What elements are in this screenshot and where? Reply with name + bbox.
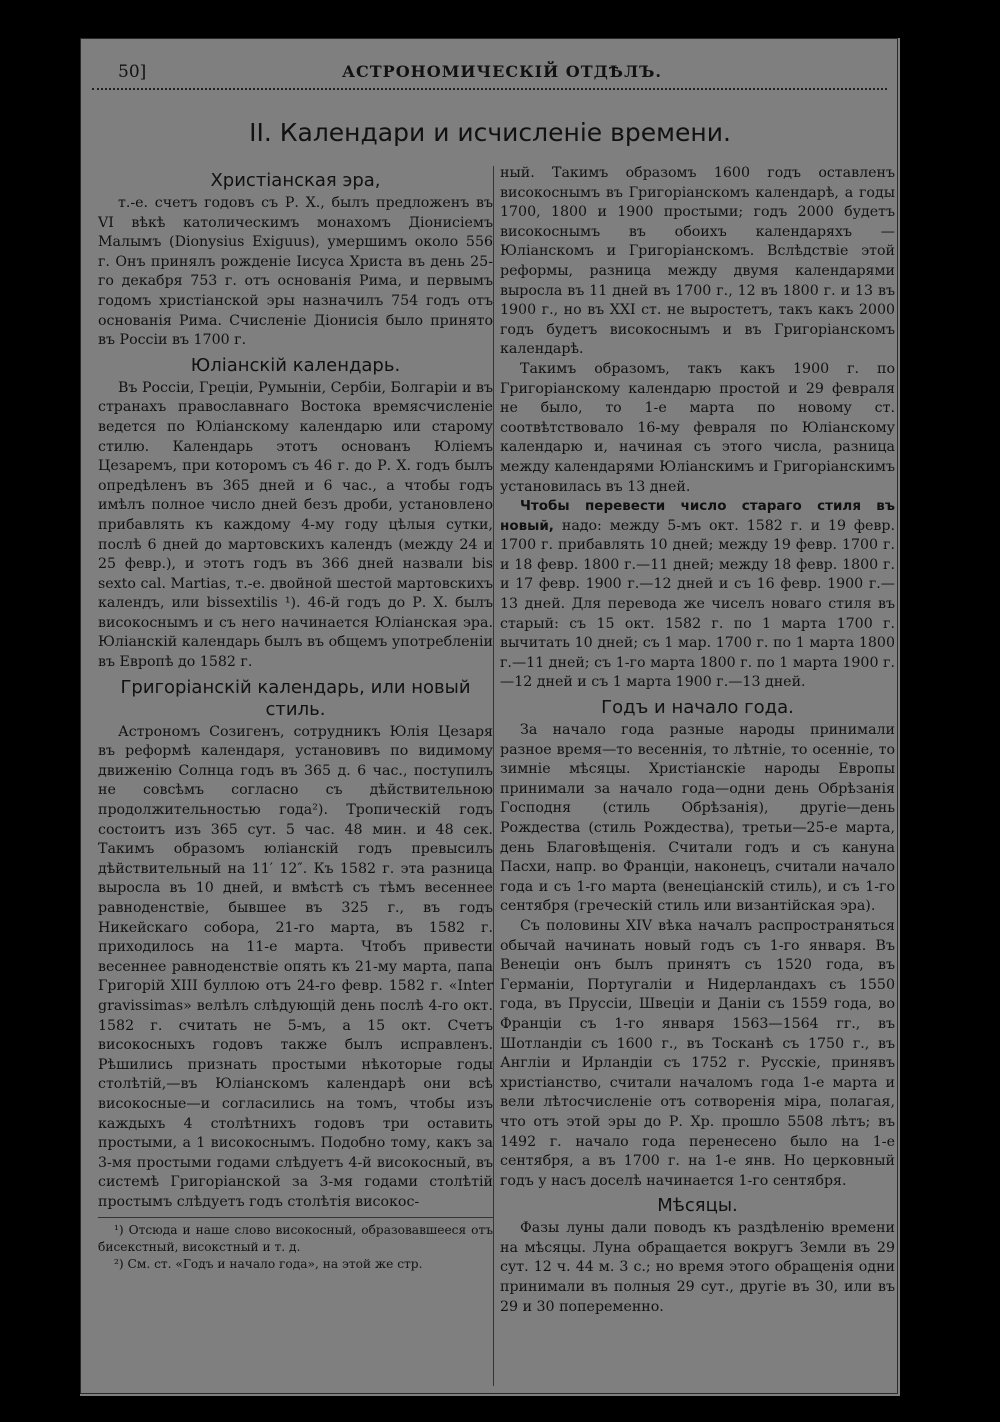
heading-julian-calendar: Юліанскій календарь.: [190, 354, 401, 376]
header-rule: [92, 88, 887, 96]
right-column: [500, 164, 895, 1317]
conversion-text: надо: между 5-мъ окт. 1582 г. и 19 февр. 1700 г. прибавлять 10 дней; между 19 февр. 1700 г. и 18 февр. 1800 г.—11 дней; между 18 февр. 1800 г. и 17 февр. 1900 г.—12 дней и съ 16 февр. 1900 г.—13 дней. Для перевода же чиселъ новаго стиля въ старый: съ 15 окт. 1582 г. по 1 марта 1700 г. вычитать 10 дней; съ 1 мар. 1700 г. по 1 марта 1800 г.—11 дней; съ 1-го марта 1800 г. по 1 марта 1900 г.—12 дней и съ 1 марта 1900 г.—13 дней.: [500, 517, 895, 691]
paragraph-months: Фазы луны дали поводъ къ раздѣленію времени на мѣсяцы. Луна обращается вокругъ Земли въ 29 сут. 12 ч. 44 м. 3 с.; но время этого обращенія одни принимали въ полныя 29 сут., другіе въ 30, или въ 29 и 30 попеременно.: [500, 1220, 895, 1315]
book-page: [80, 38, 900, 1396]
paragraph-conversion: [500, 497, 895, 693]
paragraph-year-start: За начало года разные народы принимали разное время—то весеннія, то лѣтніе, то осенніе, то зимніе мѣсяцы. Христіанскіе народы Европы принимали за начало года—одни день Обрѣзанія Господня (стиль Обрѣзанія), другіе—день Рождества (стиль Рождества), третьи—25-е марта, день Благовѣщенія. Считали годъ и съ кануна Пасхи, напр. во Франціи, наконецъ, считали начало года и съ 1-го марта (венеціанскій стиль), и съ 1-го сентября (греческій стиль или византійская эра).: [500, 722, 895, 915]
heading-christian-era: Христіанская эра,: [210, 170, 381, 191]
left-column: [98, 166, 493, 1273]
page-number: 50]: [118, 62, 147, 82]
paragraph-christian-era: т.-е. счетъ годовъ съ Р. Х., былъ предложенъ въ VI вѣкѣ католическимъ монахомъ Діонисіемъ Малымъ (Dionysius Exiguus), умершимъ около 556 г. Онъ принялъ рожденіе Іисуса Христа въ день 25-го декабря 753 г. отъ основанія Рима, и первымъ годомъ христіанской эры назначилъ 754 годъ отъ основанія Рима. Счисленіе Діонисія было принято въ Россіи въ 1700 г.: [98, 195, 493, 349]
paragraph-julian-calendar: Въ Россіи, Греціи, Румыніи, Сербіи, Болгаріи и въ странахъ православнаго Востока времясчисленіе ведется по Юліанскому календарю или старому стилю. Календарь этотъ основанъ Юліемъ Цезаремъ, при которомъ съ 46 г. до Р. Х. годъ былъ опредѣленъ въ 365 дней и 6 час., а чтобы годъ имѣлъ полное число дней безъ дроби, установлено прибавлять къ каждому 4-му году цѣлыя сутки, послѣ 6 дней до мартовскихъ календъ (между 24 и 25 февр.), и этотъ годъ въ 366 дней назвали bis sexto cal. Martias, т.-е. двойной шестой мартовскихъ календъ, или bissextilis ¹). 46-й годъ до Р. Х. былъ високоснымъ и съ него начинается Юліанская эра. Юліанскій календарь былъ въ общемъ употребленіи въ Европѣ до 1582 г.: [98, 379, 493, 671]
heading-year-start: Годъ и начало года.: [601, 697, 794, 719]
footnote-2: ²) См. ст. «Годъ и начало года», на этой же стр.: [114, 1256, 423, 1271]
paragraph-gregorian-continued: ный. Такимъ образомъ 1600 годъ оставленъ високоснымъ въ Григоріанскомъ календарѣ, а годы 1700, 1800 и 1900 простыми; годъ 2000 будетъ високоснымъ въ обоихъ календаряхъ — Юліанскомъ и Григоріанскомъ. Вслѣдствіе этой реформы, разница между двумя календарями выросла въ 11 дней въ 1700 г., 12 въ 1800 г. и 13 въ 1900 г., но въ XXI ст. не выростетъ, такъ какъ 2000 годъ будетъ високоснымъ и въ Григоріанскомъ календарѣ.: [500, 165, 895, 358]
heading-months: Мѣсяцы.: [657, 1195, 738, 1217]
footnote-1: ¹) Отсюда и наше слово високосный, образовавшееся отъ бисекстный, високстный и т. д.: [98, 1217, 493, 1256]
paragraph-january-start: Съ половины XIV вѣка началъ распространяться обычай начинать новый годъ съ 1-го января. Въ Венеціи онъ былъ принятъ съ 1520 года, въ Германіи, Португаліи и Нидерландахъ съ 1550 года, въ Пруссіи, Швеціи и Даніи съ 1559 года, во Франціи съ 1-го января 1563—1564 гг., въ Шотландіи съ 1600 г., въ Тосканѣ съ 1750 г., въ Англіи и Ирландіи съ 1752 г. Русскіе, принявъ христіанство, считали началомъ года 1-е марта и вели лѣтосчисленіе отъ сотворенія міра, полагая, что отъ этой эры до Р. Хр. прошло 5508 лѣтъ; въ 1492 г. начало года перенесено было на 1-е сентября, а въ 1700 г. на 1-е янв. Но церковный годъ у насъ доселѣ начинается 1-го сентября.: [500, 917, 895, 1189]
conversion-lead: Чтобы перевести число стараго стиля въ новый,: [500, 498, 895, 534]
column-divider: [493, 166, 494, 1386]
paragraph-difference-13-days: Такимъ образомъ, такъ какъ 1900 г. по Григоріанскому календарю простой и 29 февраля не было, то 1-е марта по новому ст. соотвѣтствовало 16-му февраля по Юліанскому календарю и, начиная съ этого числа, разница между календарями Юліанскимъ и Григоріанскимъ установилась въ 13 дней.: [500, 360, 895, 495]
paragraph-gregorian-calendar: Астрономъ Созигенъ, сотрудникъ Юлія Цезаря въ реформѣ календаря, установивъ по видимому движенію Солнца годъ въ 365 д. 6 час., поступилъ не совсѣмъ согласно съ дѣйствительною продолжительностью года²). Тропическій годъ состоитъ изъ 365 сут. 5 час. 48 мин. и 48 сек. Такимъ образомъ юліанскій годъ превысилъ дѣйствительный на 11′ 12″. Къ 1582 г. эта разница выросла въ 10 дней, и вмѣстѣ съ тѣмъ весеннее равноденствіе, бывшее въ 325 г., въ годъ Никейскаго собора, 21-го марта, въ 1582 г. приходилось на 11-е марта. Чтобъ привести весеннее равноденствіе опять къ 21-му марта, папа Григорій XIII буллою отъ 24-го февр. 1582 г. «Inter gravissimas» велѣлъ слѣдующій день послѣ 4-го окт. 1582 г. считать не 5-мъ, а 15 окт. Счетъ високосныхъ годовъ также былъ исправленъ. Рѣшились признать простыми нѣкоторые годы столѣтій,—въ Юліанскомъ календарѣ они всѣ високосные—и согласились на томъ, чтобы изъ каждыхъ 4 столѣтнихъ годовъ три оставить простыми, а 1 високоснымъ. Подобно тому, какъ за 3-мя простыми годами слѣдуетъ 4-й високосный, въ системѣ Григоріанской за 3-мя годами столѣтій простымъ слѣдуетъ годъ столѣтія високос-: [98, 723, 493, 1210]
chapter-title: II. Календари и исчисленіе времени.: [249, 118, 731, 147]
running-header: АСТРОНОМИЧЕСКІЙ ОТДѢЛЪ.: [342, 62, 662, 81]
heading-gregorian-calendar: Григоріанскій календарь, или новый стиль.: [120, 676, 471, 720]
